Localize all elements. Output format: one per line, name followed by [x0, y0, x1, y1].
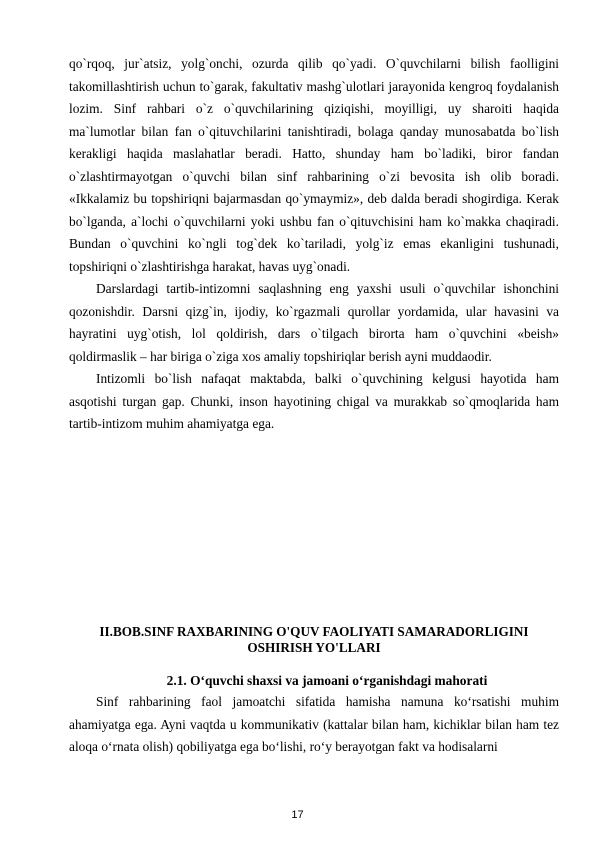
section-title: 2.1. O‘quvchi shaxsi va jamoani o‘rganishdagi mahorati	[166, 673, 488, 688]
paragraph-1: qo`rqoq, jur`atsiz, yolg`onchi, ozurda qilib qo`yadi. O`quvchilarni bilish faolligini takomillashtirish uchun to`garak, fakultativ mashg`ulotlari jarayonida kengroq foydalanish lozim. Sinf rahbari o`z o`quvchilarining qiziqishi, moyilligi, uy sharoiti haqida ma`lumotlar bilan fan o`qituvchilarini tanishtiradi, bolaga qanday munosabatda bo`lish kerakligi haqida maslahatlar beradi. Hatto, shunday ham bo`ladiki, biror fandan o`zlashtirmayotgan o`quvchi bilan sinf rahbarining o`zi bevosita ish olib boradi. «Ikkalamiz bu topshiriqni bajarmasdan qo`ymaymiz», deb dalda beradi shogirdiga. Kerak bo`lganda, a`lochi o`quvchilarni yoki ushbu fan o`qituvchisini ham ko`makka chaqiradi. Bundan o`quvchini ko`ngli tog`dek ko`tariladi, yolg`iz emas ekanligini tushunadi, topshiriqni o`zlashtirishga harakat, havas uyg`onadi.	[69, 56, 559, 274]
body-text-top	[69, 53, 559, 436]
paragraph-3: Intizomli bo`lish nafaqat maktabda, balki o`quvchining kelgusi hayotida ham asqotishi turgan gap. Chunki, inson hayotining chigal va murakkab so`qmoqlarida ham tartib-intizom muhim ahamiyatga ega.	[69, 371, 559, 431]
page-number: 17	[291, 809, 304, 821]
paragraph-4: Sinf rahbarining faol jamoatchi sifatida hamisha namuna ko‘rsatishi muhim ahamiyatga ega. Ayni vaqtda u kommunikativ (kattalar bilan ham, kichiklar bilan ham tez aloqa o‘rnata olish) qobiliyatga ega bo‘lishi, ro‘y berayotgan fakt va hodisalarni	[69, 694, 559, 754]
body-text-bottom	[69, 691, 559, 759]
chapter-title: II.BOB.SINF RAXBARINING O'QUV FAOLIYATI SAMARADORLIGINI OSHIRISH YO'LLARI	[99, 624, 529, 655]
paragraph-2: Darslardagi tartib-intizomni saqlashning eng yaxshi usuli o`quvchilar ishonchini qozonishdir. Darsni qizg`in, ijodiy, ko`rgazmali qurollar yordamida, ular havasini va hayratini uyg`otish, lol qoldirish, dars o`tilgach birorta ham o`quvchini «beish» qoldirmaslik – har biriga o`ziga xos amaliy topshiriqlar berish ayni muddaodir.	[69, 281, 559, 364]
